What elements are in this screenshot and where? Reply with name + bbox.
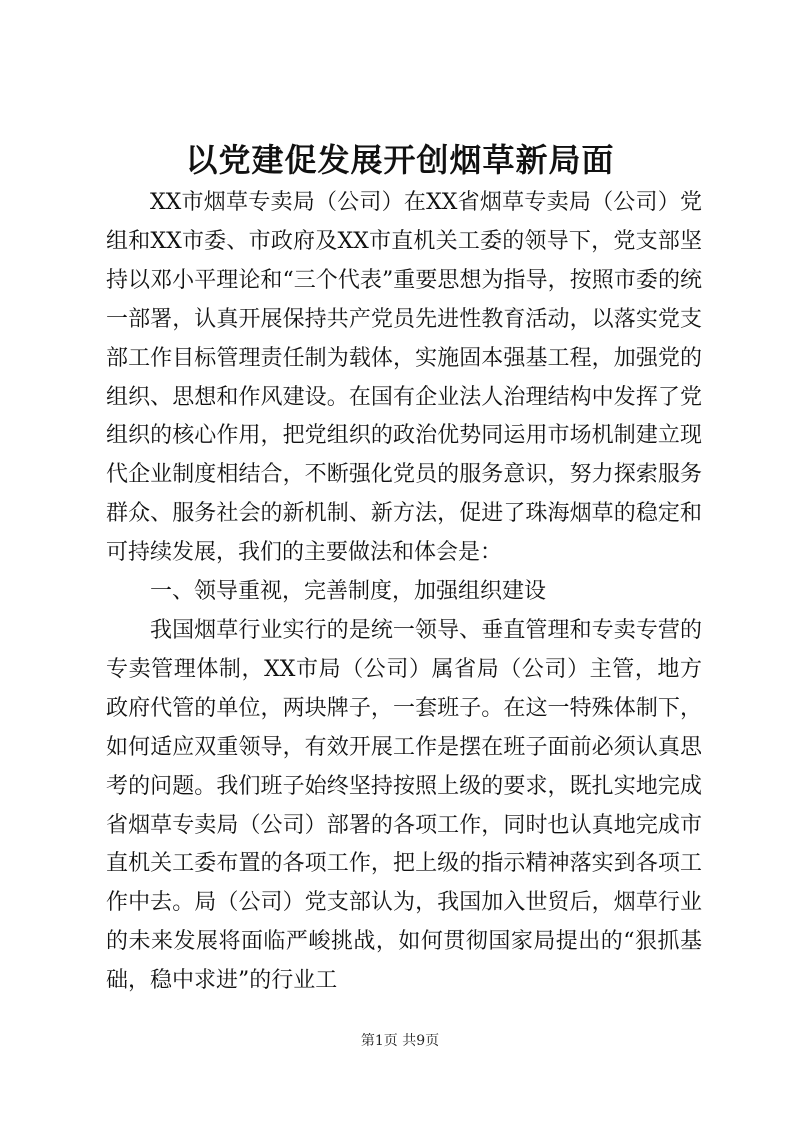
section-heading-1: 一、领导重视，完善制度，加强组织建设 xyxy=(150,579,547,605)
document-body xyxy=(106,184,702,1001)
document-title: 以党建促发展开创烟草新局面 xyxy=(185,141,615,179)
paragraph-section-1: 我国烟草行业实行的是统一领导、垂直管理和专卖专营的专卖管理体制，XX市局（公司）属省局（公司）主管，地方政府代管的单位，两块牌子，一套班子。在这一特殊体制下，如何适应双重领导，有效开展工作是摆在班子面前必须认真思考的问题。我们班子始终坚持按照上级的要求，既扎实地完成省烟草专卖局（公司）部署的各项工作，同时也认真地完成市直机关工委布置的各项工作，把上级的指示精神落实到各项工作中去。局（公司）党支部认为，我国加入世贸后，烟草行业的未来发展将面临严峻挑战，如何贯彻国家局提出的“狠抓基础，稳中求进”的行业工 xyxy=(106,617,702,994)
paragraph-intro: XX市烟草专卖局（公司）在XX省烟草专卖局（公司）党组和XX市委、市政府及XX市直机关工委的领导下，党支部坚持以邓小平理论和“三个代表”重要思想为指导，按照市委的统一部署，认真开展保持共产党员先进性教育活动，以落实党支部工作目标管理责任制为载体，实施固本强基工程，加强党的组织、思想和作风建设。在国有企业法人治理结构中发挥了党组织的核心作用，把党组织的政治优势同运用市场机制建立现代企业制度相结合，不断强化党员的服务意识，努力探索服务群众、服务社会的新机制、新方法，促进了珠海烟草的稳定和可持续发展，我们的主要做法和体会是： xyxy=(106,190,702,566)
page-footer: 第1页 共9页 xyxy=(360,1033,440,1049)
